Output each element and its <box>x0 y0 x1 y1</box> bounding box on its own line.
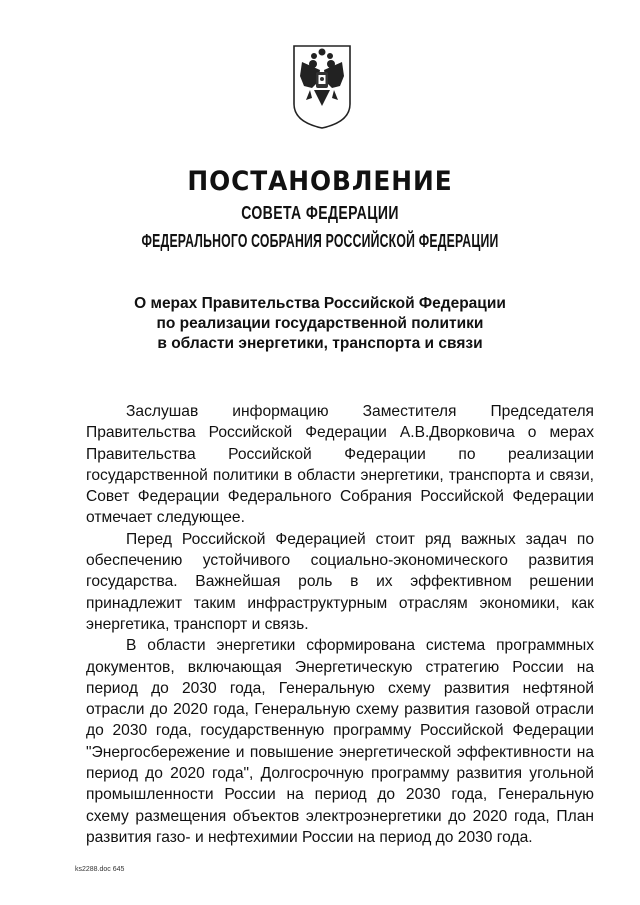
subject-line: по реализации государственной политики <box>156 315 484 332</box>
document-body <box>86 401 594 848</box>
coat-of-arms-icon <box>290 42 354 130</box>
file-code: ks2288.doc 645 <box>75 866 125 873</box>
subject-line: в области энергетики, транспорта и связи <box>157 335 483 352</box>
coat-of-arms-emblem <box>290 42 354 130</box>
document-title: ПОСТАНОВЛЕНИЕ <box>187 166 453 197</box>
body-paragraph: В области энергетики сформирована система программных документов, включающая Энергетическую стратегию России на период до 2030 года, Генеральную схему развития нефтяной отрасли до 2020 года, Генеральную схему развития газовой отрасли до 2030 года, государственную программу Российской Федерации "Энергосбережение и повышение энергетической эффективности на период до 2020 года", Долгосрочную программу развития угольной промышленности России на период до 2030 года, Генеральную схему размещения объектов электроэнергетики до 2020 года, План развития газо- и нефтехимии России на период до 2030 года. <box>86 637 594 846</box>
issuer-line-1: СОВЕТА ФЕДЕРАЦИИ <box>241 203 399 223</box>
body-paragraph: Заслушав информацию Заместителя Председателя Правительства Российской Федерации А.В.Дворковича о мерах Правительства Российской Федерации по реализации государственной политики в области энергетики, транспорта и связи, Совет Федерации Федерального Собрания Российской Федерации отмечает следующее. <box>86 403 594 527</box>
subject-line: О мерах Правительства Российской Федерации <box>134 295 506 312</box>
document-subject <box>0 294 640 354</box>
body-paragraph: Перед Российской Федерацией стоит ряд важных задач по обеспечению устойчивого социально-экономического развития государства. Важнейшая роль в их эффективном решении принадлежит таким инфраструктурным отраслям экономики, как энергетика, транспорт и связь. <box>86 530 594 633</box>
issuer-line-2: ФЕДЕРАЛЬНОГО СОБРАНИЯ РОССИЙСКОЙ ФЕДЕРАЦИИ <box>141 231 499 251</box>
